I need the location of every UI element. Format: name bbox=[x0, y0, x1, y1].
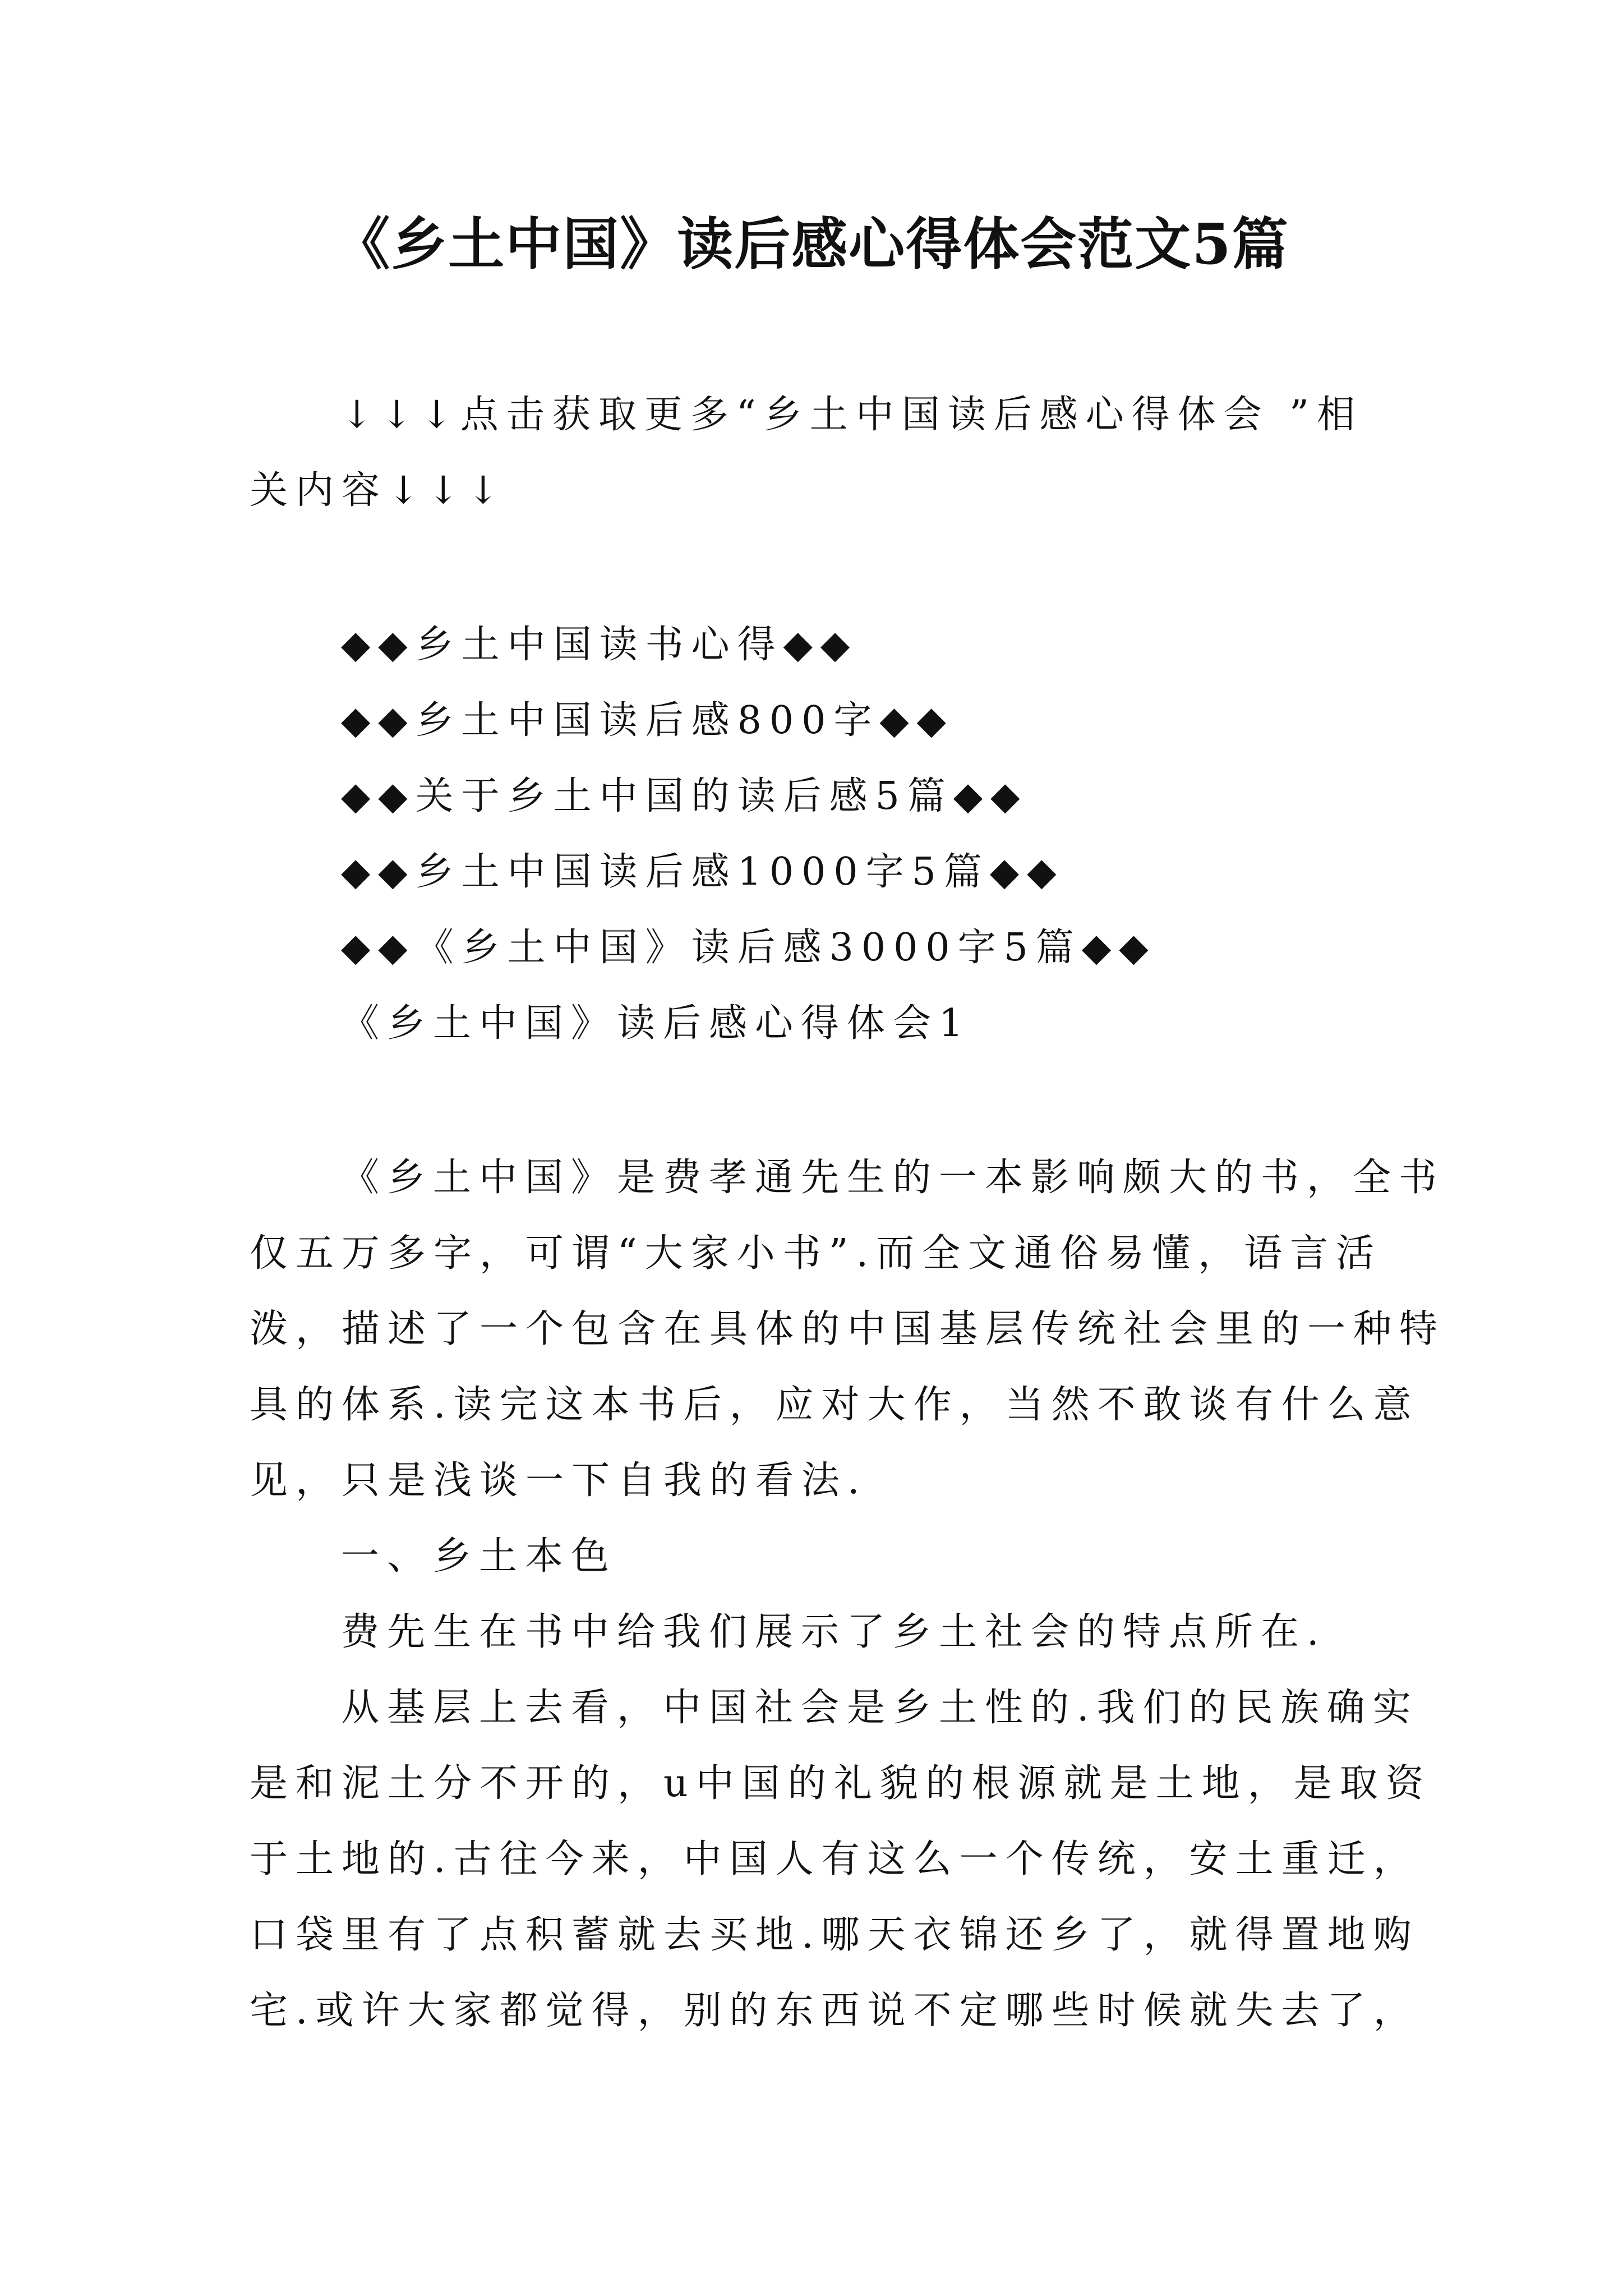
related-link-5[interactable]: ◆◆《乡土中国》读后感3000字5篇◆◆ bbox=[341, 926, 1156, 970]
paragraph-3-line-5: 宅.或许大家都觉得，别的东西说不定哪些时候就失去了， bbox=[250, 1989, 1419, 2033]
paragraph-3-line-1: 从基层上去看，中国社会是乡土性的.我们的民族确实 bbox=[341, 1686, 1419, 1730]
paragraph-1-line-5: 见，只是浅谈一下自我的看法. bbox=[250, 1458, 868, 1503]
section-heading: 《乡土中国》读后感心得体会1 bbox=[341, 1001, 971, 1046]
paragraph-1-line-3: 泼，描述了一个包含在具体的中国基层传统社会里的一种特 bbox=[250, 1307, 1446, 1351]
related-link-1[interactable]: ◆◆乡土中国读书心得◆◆ bbox=[341, 623, 858, 667]
paragraph-1-line-1: 《乡土中国》是费孝通先生的一本影响颇大的书，全书 bbox=[341, 1156, 1445, 1200]
subheading: 一、乡土本色 bbox=[341, 1534, 617, 1579]
paragraph-1-line-2: 仅五万多字，可谓“大家小书”.而全文通俗易懂，语言活 bbox=[250, 1231, 1382, 1276]
paragraph-1-line-4: 具的体系.读完这本书后，应对大作，当然不敢谈有什么意 bbox=[250, 1383, 1419, 1427]
paragraph-2: 费先生在书中给我们展示了乡土社会的特点所在. bbox=[341, 1610, 1327, 1654]
promo-link-line-2[interactable]: 关内容↓↓↓ bbox=[250, 468, 507, 513]
paragraph-3-line-3: 于土地的.古往今来，中国人有这么一个传统，安土重迁， bbox=[250, 1837, 1419, 1881]
related-link-2[interactable]: ◆◆乡土中国读后感800字◆◆ bbox=[341, 698, 954, 743]
related-link-4[interactable]: ◆◆乡土中国读后感1000字5篇◆◆ bbox=[341, 850, 1064, 894]
paragraph-3-line-2: 是和泥土分不开的，u中国的礼貌的根源就是土地，是取资 bbox=[250, 1761, 1432, 1806]
paragraph-3-line-4: 口袋里有了点积蓄就去买地.哪天衣锦还乡了，就得置地购 bbox=[250, 1913, 1419, 1957]
document-title: 《乡土中国》读后感心得体会范文5篇 bbox=[334, 211, 1289, 277]
related-link-3[interactable]: ◆◆关于乡土中国的读后感5篇◆◆ bbox=[341, 774, 1028, 818]
promo-link-line-1[interactable]: ↓↓↓点击获取更多“乡土中国读后感心得体会 ”相 bbox=[341, 393, 1363, 437]
